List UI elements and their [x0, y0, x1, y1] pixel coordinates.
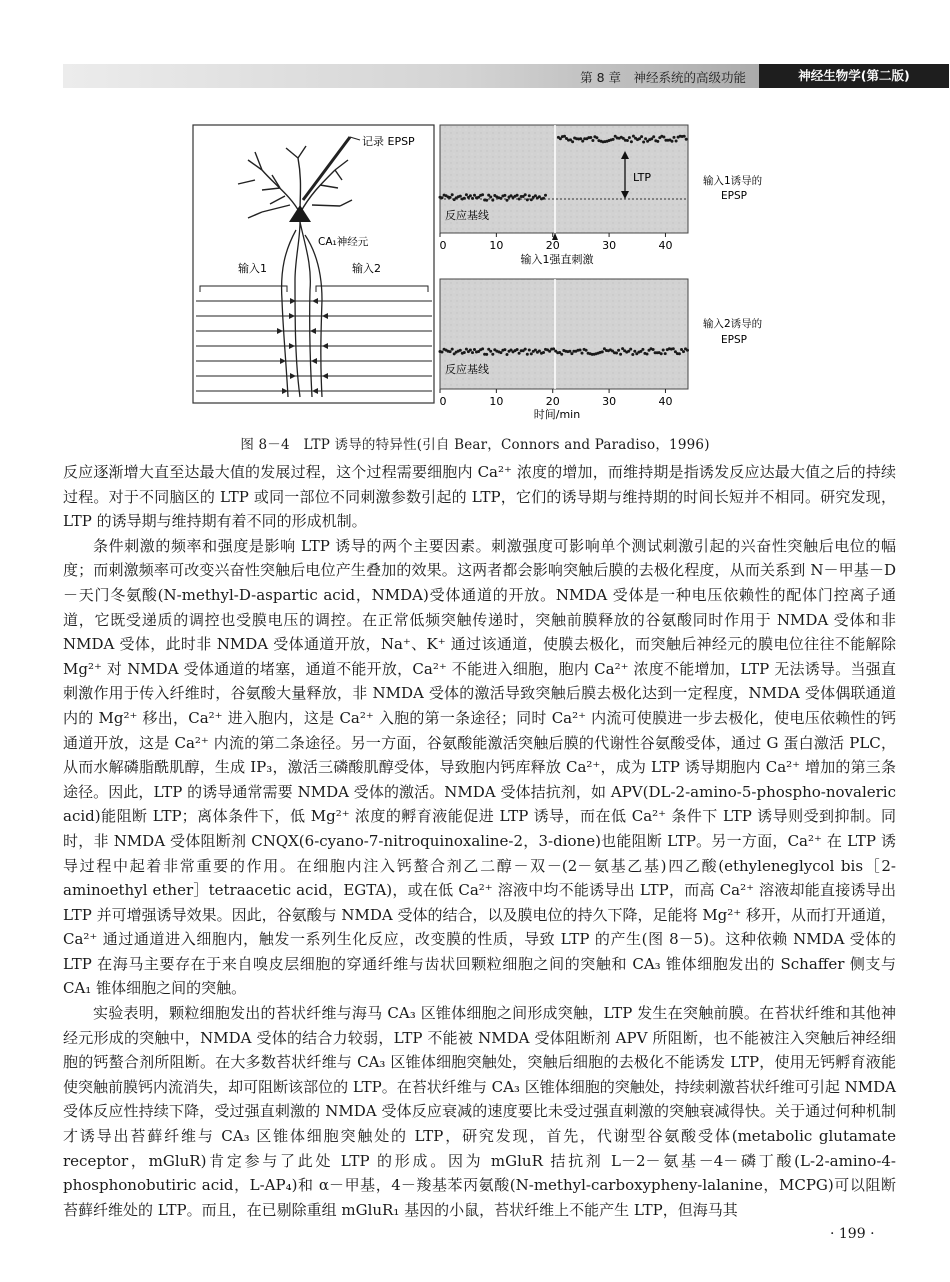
epsp-point — [629, 348, 632, 351]
epsp-point — [685, 138, 688, 141]
epsp-point — [451, 193, 454, 196]
x-tick-label: 40 — [658, 395, 673, 408]
epsp-point — [524, 348, 527, 351]
epsp-point — [459, 349, 462, 352]
epsp-point — [506, 199, 509, 202]
epsp-point — [628, 136, 631, 139]
epsp-point — [518, 198, 521, 201]
book-title: 神经生物学(第二版) — [759, 64, 949, 88]
epsp-point — [640, 135, 643, 138]
epsp-point — [485, 353, 488, 356]
epsp-point — [601, 350, 604, 353]
epsp-point — [449, 196, 452, 199]
epsp-point — [471, 351, 474, 354]
epsp-point — [673, 136, 676, 139]
epsp-point — [591, 139, 594, 142]
epsp-point — [660, 352, 663, 355]
epsp-point — [646, 353, 649, 356]
epsp-point — [469, 194, 472, 197]
epsp-point — [571, 140, 574, 143]
epsp-point — [570, 352, 573, 355]
epsp-point — [671, 140, 674, 143]
epsp-point — [449, 350, 452, 353]
epsp-point — [642, 141, 645, 144]
legend-bottom-line2: EPSP — [721, 334, 747, 346]
epsp-point — [633, 350, 636, 353]
epsp-point — [526, 353, 529, 356]
epsp-point — [516, 348, 519, 351]
epsp-point — [465, 193, 468, 196]
x-axis-label: 时间/min — [533, 408, 581, 421]
epsp-point — [662, 349, 665, 352]
epsp-point — [542, 197, 545, 200]
x-tick-label: 20 — [545, 395, 560, 408]
epsp-point — [516, 194, 519, 197]
epsp-point — [683, 135, 686, 138]
body-text — [63, 460, 896, 1222]
figure-caption: 图 8－4 LTP 诱导的特异性(引自 Bear，Connors and Paradiso，1996) — [240, 437, 710, 453]
epsp-point — [626, 139, 629, 142]
epsp-point — [617, 349, 620, 352]
epsp-point — [489, 350, 492, 353]
epsp-point — [463, 197, 466, 200]
paragraph: 反应逐渐增大直至达最大值的发展过程，这个过程需要细胞内 Ca²⁺ 浓度的增加，而维持期是指诱发反应达最大值之后的持续过程。对于不同脑区的 LTP 或同一部位不同刺激参数引起的 LTP，它们的诱导期与维持期的时间长短并不相同。研究发现，LTP 的诱导期与维持期有着不同的形成机制。 — [63, 463, 896, 531]
epsp-point — [644, 137, 647, 140]
baseline-label-bottom: 反应基线 — [445, 363, 489, 376]
epsp-point — [579, 137, 582, 140]
baseline-label-top: 反应基线 — [445, 209, 489, 222]
epsp-point — [581, 352, 584, 355]
paragraph: 条件刺激的频率和强度是影响 LTP 诱导的两个主要因素。刺激强度可影响单个测试刺激引起的兴奋性突触后电位的幅度；而刺激频率可改变兴奋性突触后电位产生叠加的效果。这两者都会影响突触后膜的去极化程度，从而关系到 N－甲基－D－天门冬氨酸(N-methyl-D-aspartic acid，NMDA)受体通道的开放。NMDA 受体是一种电压依赖性的配体门控离子通道，它既受递质的调控也受膜电压的调控。在正常低频突触传递时，突触前膜释放的谷氨酸同时作用于 NMDA 受体和非 NMDA 受体，此时非 NMDA 受体通道开放，Na⁺、K⁺ 通过该通道，使膜去极化，而突触后神经元的膜电位往往不能解除 Mg²⁺ 对 NMDA 受体通道的堵塞，通道不能开放，Ca²⁺ 不能进入细胞，胞内 Ca²⁺ 浓度不能增加，LTP 无法诱导。当强直刺激作用于传入纤维时，谷氨酸大量释放，非 NMDA 受体的激活导致突触后膜去极化达到一定程度，NMDA 受体偶联通道内的 Mg²⁺ 移出，Ca²⁺ 进入胞内，这是 Ca²⁺ 入胞的第一条途径；同时 Ca²⁺ 内流可使膜进一步去极化，使电压依赖性的钙通道开放，这是 Ca²⁺ 内流的第二条途径。另一方面，谷氨酸能激活突触后膜的代谢性谷氨酸受体，通过 G 蛋白激活 PLC，从而水解磷脂酰肌醇，生成 IP₃，激活三磷酸肌醇受体，导致胞内钙库释放 Ca²⁺，成为 LTP 诱导期胞内 Ca²⁺ 增加的第三条途径。因此，LTP 的诱导通常需要 NMDA 受体的激活。NMDA 受体拮抗剂，如 APV(DL-2-amino-5-phospho-novaleric acid)能阻断 LTP；离体条件下，低 Mg²⁺ 浓度的孵育液能促进 LTP 诱导，而在低 Ca²⁺ 条件下 LTP 诱导则受到抑制。同时，非 NMDA 受体阻断剂 CNQX(6-cyano-7-nitroquinoxaline-2，3-dione)也能阻断 LTP。另一方面，Ca²⁺ 在 LTP 诱导过程中起着非常重要的作用。在细胞内注入钙螯合剂乙二醇－双－(2－氨基乙基)四乙酸(ethyleneglycol bis［2-aminoethyl ether］tetraacetic acid，EGTA)，或在低 Ca²⁺ 溶液中均不能诱导出 LTP，而高 Ca²⁺ 溶液却能直接诱导出 LTP 并可增强诱导效果。因此，谷氨酸与 NMDA 受体的结合，以及膜电位的持久下降，足能将 Mg²⁺ 移开，从而打开通道，Ca²⁺ 通过通道进入细胞内，触发一系列生化反应，改变膜的性质，导致 LTP 的产生(图 8－5)。这种依赖 NMDA 受体的 LTP 在海马主要存在于来自嗅皮层细胞的穿通纤维与齿状回颗粒细胞之间的突触和 CA₃ 锥体细胞发出的 Schaffer 侧支与 CA₁ 锥体细胞之间的突触。 — [63, 536, 896, 998]
epsp-point — [552, 347, 555, 350]
epsp-point — [678, 352, 681, 355]
x-tick-label: 20 — [545, 239, 560, 252]
epsp-point — [441, 351, 444, 354]
epsp-point — [469, 349, 472, 352]
epsp-point — [568, 350, 571, 353]
epsp-point — [656, 140, 659, 143]
epsp-point — [473, 348, 476, 351]
epsp-point — [641, 348, 644, 351]
epsp-point — [465, 348, 468, 351]
epsp-point — [542, 351, 545, 354]
x-tick-label: 0 — [439, 239, 447, 252]
x-tick-label: 30 — [602, 239, 617, 252]
legend-top-line2: EPSP — [721, 190, 747, 202]
legend-bottom-line1: 输入2诱导的 — [703, 318, 763, 330]
epsp-point — [491, 199, 494, 202]
epsp-point — [499, 351, 502, 354]
epsp-point — [518, 352, 521, 355]
epsp-point — [459, 195, 462, 198]
x-tick-label: 30 — [602, 395, 617, 408]
epsp-point — [528, 194, 531, 197]
epsp-point — [579, 349, 582, 352]
epsp-point — [451, 348, 454, 351]
epsp-point — [506, 353, 509, 356]
ltp-label: LTP — [633, 171, 651, 184]
epsp-point — [682, 350, 685, 353]
epsp-point — [652, 135, 655, 138]
epsp-point — [485, 199, 488, 202]
epsp-point — [481, 193, 484, 196]
epsp-point — [631, 353, 634, 356]
epsp-point — [652, 348, 655, 351]
epsp-point — [538, 350, 541, 353]
epsp-point — [499, 197, 502, 200]
epsp-point — [528, 349, 531, 352]
epsp-point — [664, 352, 667, 355]
epsp-point — [612, 138, 615, 141]
paragraph: 实验表明，颗粒细胞发出的苔状纤维与海马 CA₃ 区锥体细胞之间形成突触，LTP 发生在突触前膜。在苔状纤维和其他神经元形成的突触中，NMDA 受体的结合力较弱，LTP 不能被 NMDA 受体阻断剂 APV 所阻断，也不能被注入突触后神经细胞的钙螯合剂所阻断。在大多数苔状纤维与 CA₃ 区锥体细胞突触处，突触后细胞的去极化不能诱发 LTP，使用无钙孵育液能使突触前膜钙内流消失，却可阻断该部位的 LTP。在苔状纤维与 CA₃ 区锥体细胞的突触处，持续刺激苔状纤维可引起 NMDA 受体反应性持续下降，受过强直刺激的 NMDA 受体反应衰减的速度要比未受过强直刺激的突触衰减得快。关于通过何种机制才诱导出苔藓纤维与 CA₃ 区锥体细胞突触处的 LTP，研究发现，首先，代谢型谷氨酸受体(metabolic glutamate receptor，mGluR)肯定参与了此处 LTP 的形成。因为 mGluR 拮抗剂 L－2－氨基－4－磷丁酸(L-2-amino-4-phosphonobutiric acid，L-AP₄)和 α－甲基，4－羧基苯丙氨酸(N-methyl-carboxypheny-lalanine，MCPG)可以阻断苔藓纤维处的 LTP。而且，在已剔除重组 mGluR₁ 基因的小鼠，苔状纤维上不能产生 LTP，但海马其 — [63, 1004, 896, 1219]
epsp-point — [530, 352, 533, 355]
epsp-point — [672, 347, 675, 350]
epsp-point — [491, 353, 494, 356]
figure-svg — [0, 0, 950, 470]
plot-input2 — [439, 279, 763, 421]
epsp-point — [589, 136, 592, 139]
plot-input1 — [439, 125, 763, 266]
tetanus-label: 输入1强直刺激 — [520, 253, 594, 266]
epsp-point — [619, 353, 622, 356]
x-tick-label: 0 — [439, 395, 447, 408]
record-label: 记录 EPSP — [362, 135, 415, 148]
input1-label: 输入1 — [238, 262, 267, 275]
epsp-point — [503, 348, 506, 351]
epsp-point — [675, 140, 678, 143]
page-number: · 199 · — [830, 1226, 875, 1242]
epsp-point — [524, 193, 527, 196]
epsp-point — [615, 352, 618, 355]
epsp-point — [581, 140, 584, 143]
plot-input2-ticks — [440, 389, 673, 408]
epsp-point — [503, 194, 506, 197]
x-tick-label: 10 — [489, 239, 504, 252]
epsp-point — [595, 136, 598, 139]
epsp-point — [686, 349, 689, 352]
neuron-diagram — [193, 125, 434, 403]
neuron-label: CA₁神经元 — [318, 236, 369, 248]
epsp-point — [530, 198, 533, 201]
epsp-point — [662, 136, 665, 139]
legend-top-line1: 输入1诱导的 — [703, 175, 763, 187]
chapter-title: 第 8 章 神经系统的高级功能 — [580, 70, 746, 85]
epsp-point — [526, 198, 529, 201]
epsp-point — [585, 349, 588, 352]
x-tick-label: 40 — [658, 239, 673, 252]
input2-label: 输入2 — [352, 262, 381, 275]
epsp-point — [473, 194, 476, 197]
epsp-point — [441, 196, 444, 199]
epsp-point — [471, 197, 474, 200]
epsp-point — [560, 353, 563, 356]
epsp-point — [489, 196, 492, 199]
epsp-point — [481, 347, 484, 350]
epsp-point — [630, 140, 633, 143]
figure-8-4 — [0, 0, 950, 470]
epsp-point — [463, 351, 466, 354]
epsp-point — [544, 194, 547, 197]
x-tick-label: 10 — [489, 395, 504, 408]
